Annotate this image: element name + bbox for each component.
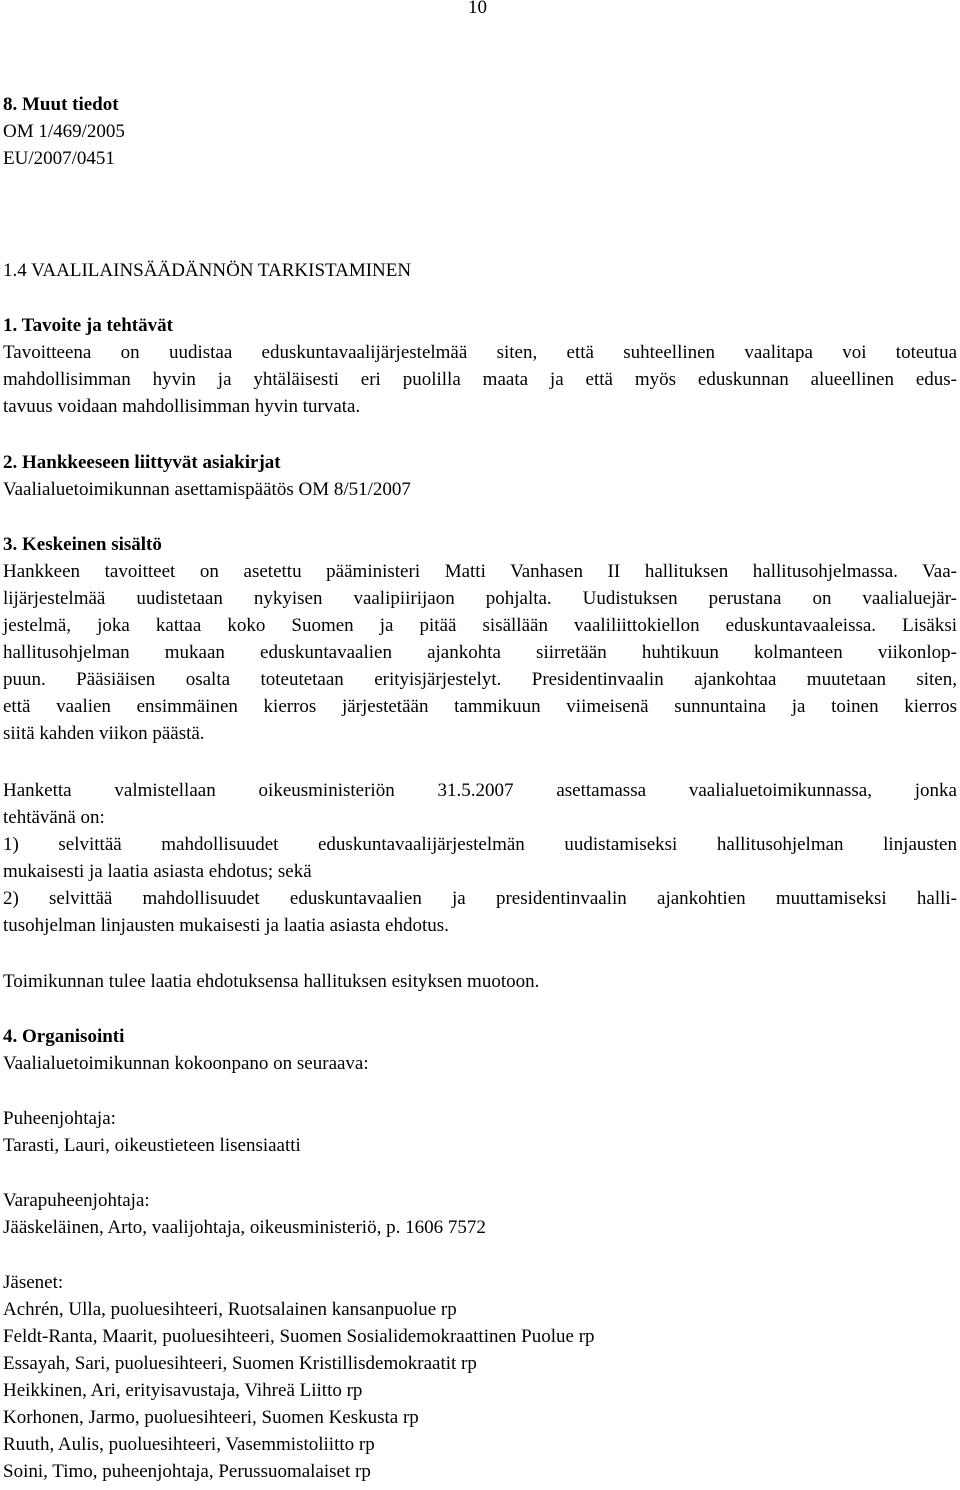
chair-block — [3, 1105, 957, 1159]
reference-eu: EU/2007/0451 — [3, 148, 115, 169]
section-1-line: Tavoitteena on uudistaa eduskuntavaalijärjestelmää siten, että suhteellinen vaalitapa voi toteutua — [3, 342, 957, 363]
member-item: Essayah, Sari, puoluesihteeri, Suomen Kristillisdemokraatit rp — [3, 1353, 477, 1374]
member-item: Ruuth, Aulis, puoluesihteeri, Vasemmistoliitto rp — [3, 1434, 375, 1455]
member-item: Korhonen, Jarmo, puoluesihteeri, Suomen Keskusta rp — [3, 1407, 419, 1428]
section-4 — [3, 1023, 957, 1077]
section-1 — [3, 312, 957, 420]
paragraph-line: tehtävänä on: — [3, 807, 105, 828]
paragraph-line: 2) selvittää mahdollisuudet eduskuntavaalien ja presidentinvaalin ajankohtien muuttamiseksi halli- — [3, 888, 957, 909]
chair-name: Tarasti, Lauri, oikeustieteen lisensiaatti — [3, 1135, 301, 1156]
member-item: Achrén, Ulla, puoluesihteeri, Ruotsalainen kansanpuolue rp — [3, 1299, 457, 1320]
section-3-line: siitä kahden viikon päästä. — [3, 723, 205, 744]
member-item: Feldt-Ranta, Maarit, puoluesihteeri, Suomen Sosialidemokraattinen Puolue rp — [3, 1326, 595, 1347]
paragraph-line: mukaisesti ja laatia asiasta ehdotus; sekä — [3, 861, 312, 882]
vice-chair-block — [3, 1187, 957, 1241]
paragraph-line: Toimikunnan tulee laatia ehdotuksensa hallituksen esityksen muotoon. — [3, 971, 540, 992]
section-3-paragraph-3 — [3, 968, 957, 995]
paragraph-line: 1) selvittää mahdollisuudet eduskuntavaalijärjestelmän uudistamiseksi hallitusohjelman linjausten — [3, 834, 957, 855]
chair-label: Puheenjohtaja: — [3, 1108, 116, 1129]
section-3 — [3, 531, 957, 747]
section-3-line: jestelmä, joka kattaa koko Suomen ja pitää sisällään vaaliliittokiellon eduskuntavaaleissa. Lisäksi — [3, 615, 957, 636]
section-3-heading: 3. Keskeinen sisältö — [3, 534, 162, 555]
section-2-heading: 2. Hankkeeseen liittyvät asiakirjat — [3, 452, 281, 473]
section-3-paragraph-2 — [3, 777, 957, 939]
paragraph-line: Hanketta valmistellaan oikeusministeriön 31.5.2007 asettamassa vaalialuetoimikunnassa, jonka — [3, 780, 957, 801]
section-4-heading: 4. Organisointi — [3, 1026, 125, 1047]
vice-chair-name: Jääskeläinen, Arto, vaalijohtaja, oikeusministeriö, p. 1606 7572 — [3, 1217, 486, 1238]
section-1-line: tavuus voidaan mahdollisimman hyvin turvata. — [3, 396, 361, 417]
section-8-heading: 8. Muut tiedot — [3, 94, 119, 115]
section-3-line: lijärjestelmää uudistetaan nykyisen vaalipiirijaon pohjalta. Uudistuksen perustana on vaalialuejär- — [3, 588, 957, 609]
members-block — [3, 1269, 957, 1485]
section-2 — [3, 449, 957, 503]
member-item: Soini, Timo, puheenjohtaja, Perussuomalaiset rp — [3, 1461, 371, 1482]
section-2-text: Vaalialuetoimikunnan asettamispäätös OM 8/51/2007 — [3, 479, 411, 500]
chapter-title — [3, 257, 957, 284]
section-1-line: mahdollisimman hyvin ja yhtäläisesti eri puolilla maata ja että myös eduskunnan alueellinen edus- — [3, 369, 957, 390]
paragraph-line: tusohjelman linjausten mukaisesti ja laatia asiasta ehdotus. — [3, 915, 449, 936]
chapter-title-text: 1.4 VAALILAINSÄÄDÄNNÖN TARKISTAMINEN — [3, 260, 412, 281]
members-label: Jäsenet: — [3, 1272, 64, 1293]
section-3-line: että vaalien ensimmäinen kierros järjestetään tammikuun viimeisenä sunnuntaina ja toinen kierros — [3, 696, 957, 717]
vice-chair-label: Varapuheenjohtaja: — [3, 1190, 150, 1211]
section-3-line: puun. Pääsiäisen osalta toteutetaan erityisjärjestelyt. Presidentinvaalin ajankohtaa muutetaan siten, — [3, 669, 957, 690]
section-8 — [3, 91, 957, 172]
section-3-line: Hankkeen tavoitteet on asetettu pääministeri Matti Vanhasen II hallituksen hallitusohjelmassa. Vaa- — [3, 561, 957, 582]
section-3-line: hallitusohjelman mukaan eduskuntavaalien ajankohta siirretään huhtikuun kolmanteen viikonlop- — [3, 642, 957, 663]
section-1-heading: 1. Tavoite ja tehtävät — [3, 315, 173, 336]
reference-om: OM 1/469/2005 — [3, 121, 125, 142]
section-4-intro: Vaalialuetoimikunnan kokoonpano on seuraava: — [3, 1053, 369, 1074]
member-item: Heikkinen, Ari, erityisavustaja, Vihreä Liitto rp — [3, 1380, 363, 1401]
page-number: 10 — [468, 0, 487, 18]
